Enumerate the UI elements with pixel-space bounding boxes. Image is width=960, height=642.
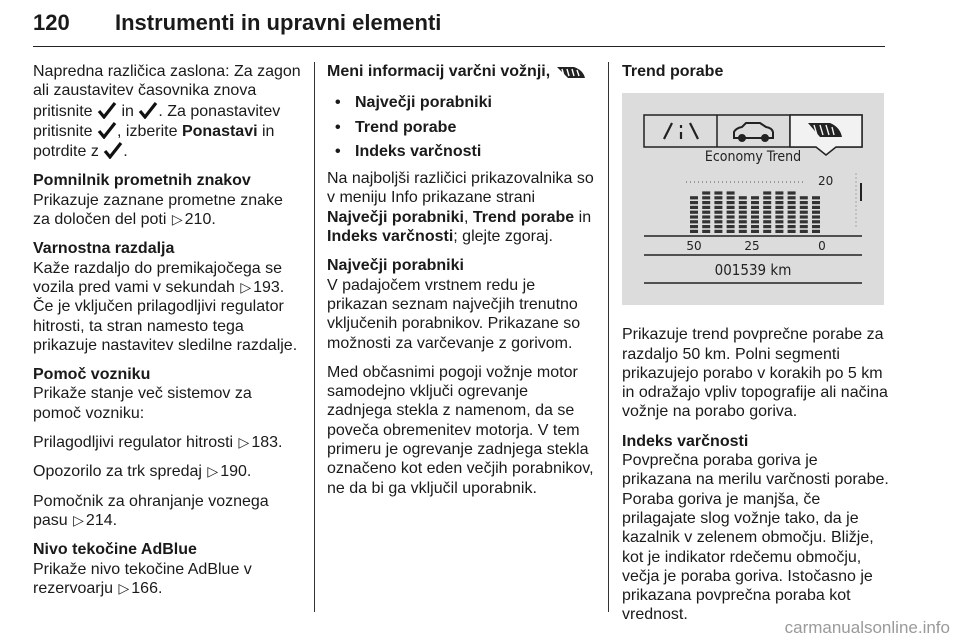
section-heading: Pomnilnik prometnih znakov (33, 172, 251, 190)
section-text: V padajočem vrstnem redu je prikazan seznam največjih trenutno vključenih porabnikov. Prikazane so možnosti za varčevanje z gorivom. (327, 276, 581, 352)
checkmark-icon (138, 101, 158, 119)
checkmark-icon (97, 121, 117, 139)
body-text: Prilagodljivi regulator hitrosti (33, 434, 238, 452)
body-text: ; glejte zgoraj. (453, 228, 553, 246)
axis-label: 50 (686, 239, 702, 254)
section-text: Prikazuje trend povprečne porabe za razdaljo 50 km. Polni segmenti prikazujejo porabo v korakih po 5 km in odražajo vpliv topografije ali načina vožnje na porabo goriva. (622, 326, 888, 421)
body-text: Prikazuje zaznane prometne znake za določen del poti (33, 191, 283, 229)
checkmark-icon (97, 101, 117, 119)
page-ref[interactable]: 190. (220, 463, 252, 481)
column-3 (622, 62, 890, 635)
intro-text: in (117, 102, 139, 120)
list-item: • Največji porabniki (327, 93, 595, 112)
page-ref[interactable]: 214. (85, 511, 118, 529)
car-icon (734, 123, 773, 141)
page-ref-arrow-icon: ▷ (171, 211, 183, 228)
section-title-text: Meni informacij varčni vožnji, (327, 63, 551, 80)
trend-bar (739, 196, 747, 233)
intro-text: , izberite (117, 122, 182, 140)
column-1 (33, 62, 301, 608)
section-text: Povprečna poraba goriva je prikazana na merilu varčnosti porabe. Poraba goriva je manjša, če prilagajate slog vožnje tako, da je kazalnik v zelenem območju. Bližje, kot je indikator rdečemu območju, večja je poraba goriva. Istočasno je prikazana povprečna poraba kot vrednost. (622, 452, 889, 624)
page-ref-arrow-icon: ▷ (73, 511, 84, 528)
display-title: Economy Trend (704, 149, 802, 166)
section-text: Med občasnimi pogoji vožnje motor samodejno vključi ogrevanje zadnjega stekla z namenom, da se poveča obremenitev motorja. V tem primeru je ogrevanje zadnjega stekla označeno kot eden večjih porabnikov, ne da bi ga vključil uporabnik. (327, 363, 594, 497)
page-ref[interactable]: 183. (251, 434, 283, 452)
column-divider (314, 62, 315, 612)
intro-text: Napredna različica zaslona: Za zagon ali zaustavitev časovnika znova pritisnite (33, 63, 301, 120)
intro-text: . (123, 143, 128, 161)
body-text: Kaže razdaljo do premikajočega se vozila pred vami v sekundah (33, 259, 283, 296)
section-text: Prikaže stanje več sistemov za pomoč vozniku: (33, 385, 252, 422)
page-number: 120 (33, 10, 70, 35)
watermark: carmanualsonline.info (784, 618, 950, 637)
menu-term: Indeks varčnosti (327, 228, 454, 246)
list-item (33, 462, 301, 481)
section-heading: Indeks varčnosti (622, 432, 749, 450)
body-text: Prikaže nivo tekočine AdBlue v rezervoarju (33, 560, 252, 597)
section-heading: Nivo tekočine AdBlue (33, 541, 197, 559)
body-text: Opozorilo za trk spredaj (33, 463, 207, 481)
scale-value: 20 (818, 174, 834, 189)
trend-bar (714, 192, 722, 234)
axis-label: 0 (818, 239, 826, 254)
odometer: 001539 km (714, 261, 792, 280)
list-item (33, 492, 301, 531)
section-heading: Pomoč vozniku (33, 366, 151, 384)
bullet-list (327, 93, 595, 161)
body-text: Na najboljši različici prikazovalnika so v meniju Info prikazane strani (327, 170, 594, 207)
section-text (33, 259, 301, 355)
section-heading: Trend porabe (622, 63, 724, 80)
section-title (327, 62, 595, 81)
page-ref[interactable]: 210. (184, 211, 216, 229)
list-item: • Indeks varčnosti (327, 142, 595, 161)
checkmark-icon (103, 141, 123, 159)
page-header (33, 0, 885, 47)
page-ref[interactable]: 193. (253, 278, 285, 296)
trend-bar (751, 196, 759, 233)
axis-label: 25 (744, 239, 760, 254)
menu-term: Ponastavi (181, 122, 258, 140)
chapter-title: Instrumenti in upravni elementi (115, 10, 442, 35)
page-ref-arrow-icon: ▷ (207, 463, 219, 480)
menu-term: Trend porabe (472, 208, 575, 226)
economy-trend-screen (622, 93, 884, 305)
menu-term: Največji porabniki (327, 208, 464, 226)
trend-bar (775, 192, 783, 234)
page-ref-arrow-icon: ▷ (118, 579, 130, 596)
body-text: , (463, 208, 473, 226)
trend-bar (702, 192, 710, 234)
trend-bars (690, 192, 820, 234)
body-text: Pomočnik za ohranjanje voznega pasu (33, 492, 269, 529)
section-text (33, 191, 301, 230)
list-item: • Trend porabe (327, 118, 595, 137)
page-ref-arrow-icon: ▷ (240, 278, 252, 295)
trend-bar (690, 196, 698, 233)
trend-bar (763, 192, 771, 234)
intro-paragraph (33, 62, 301, 161)
column-divider (608, 62, 609, 612)
page-ref-arrow-icon: ▷ (238, 434, 250, 451)
section-heading: Največji porabniki (327, 257, 464, 275)
page-ref[interactable]: 166. (131, 579, 163, 597)
intro-text: in potrdite z (33, 122, 275, 161)
lane-icon (664, 123, 698, 139)
list-item (33, 433, 301, 452)
economy-trend-display (622, 93, 884, 305)
column-2 (327, 62, 595, 508)
section-text (33, 560, 301, 599)
trend-bar (812, 196, 820, 233)
section-heading: Varnostna razdalja (33, 240, 175, 258)
section-text (327, 169, 595, 246)
intro-text: . Za ponastavitev pritisnite (33, 102, 281, 140)
body-text: Če je vključen prilagodljivi regulator hitrosti, ta stran namesto tega prikazuje nastavitev sledilne razdalje. (33, 298, 298, 354)
body-text: in (574, 208, 592, 226)
eco-leaf-icon (556, 64, 586, 80)
trend-bar (800, 196, 808, 233)
trend-bar (727, 192, 735, 234)
trend-bar (788, 192, 796, 234)
